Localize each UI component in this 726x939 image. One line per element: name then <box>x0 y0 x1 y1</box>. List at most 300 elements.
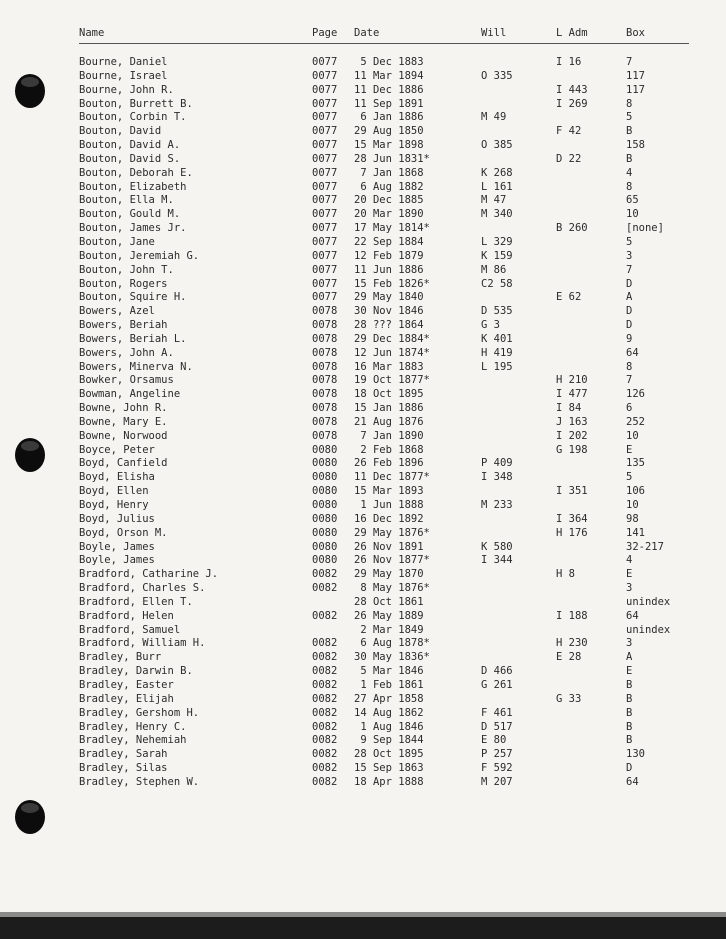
cell-adm: G 198 <box>556 443 588 456</box>
cell-will: D 466 <box>481 665 513 678</box>
cell-adm: J 163 <box>556 415 588 428</box>
cell-date: 28 Oct 1895 <box>354 748 424 761</box>
cell-box: B <box>626 125 633 138</box>
table-row <box>79 139 699 153</box>
cell-page: 0078 <box>312 374 338 387</box>
cell-will: I 344 <box>481 554 513 567</box>
table-row <box>79 554 699 568</box>
cell-name: Bouton, Squire H. <box>79 291 187 304</box>
cell-name: Bourne, John R. <box>79 83 174 96</box>
table-row <box>79 527 699 541</box>
cell-will: P 409 <box>481 457 513 470</box>
cell-date: 17 May 1814* <box>354 222 430 235</box>
cell-date: 11 Sep 1891 <box>354 97 424 110</box>
cell-name: Bradford, Catharine J. <box>79 568 219 581</box>
cell-box: B <box>626 692 633 705</box>
cell-date: 30 May 1836* <box>354 651 430 664</box>
cell-name: Bouton, Corbin T. <box>79 111 187 124</box>
cell-date: 15 Mar 1893 <box>354 485 424 498</box>
cell-page: 0077 <box>312 111 338 124</box>
header-date: Date <box>354 27 380 39</box>
cell-adm: E 62 <box>556 291 582 304</box>
cell-date: 2 Mar 1849 <box>354 623 424 636</box>
cell-name: Bouton, Elizabeth <box>79 180 187 193</box>
table-row <box>79 181 699 195</box>
table-row <box>79 153 699 167</box>
cell-name: Bowker, Orsamus <box>79 374 174 387</box>
table-row <box>79 471 699 485</box>
cell-page: 0080 <box>312 443 338 456</box>
cell-page: 0077 <box>312 277 338 290</box>
table-row <box>79 98 699 112</box>
cell-page: 0082 <box>312 692 338 705</box>
cell-date: 14 Aug 1862 <box>354 706 424 719</box>
cell-date: 15 Feb 1826* <box>354 277 430 290</box>
cell-will: G 261 <box>481 678 513 691</box>
cell-name: Bradford, William H. <box>79 637 206 650</box>
cell-name: Bowers, Azel <box>79 305 155 318</box>
cell-name: Bowers, Beriah L. <box>79 332 187 345</box>
cell-name: Bouton, James Jr. <box>79 222 187 235</box>
cell-name: Bradford, Samuel <box>79 623 181 636</box>
cell-name: Boyd, Orson M. <box>79 526 168 539</box>
cell-date: 11 Jun 1886 <box>354 263 424 276</box>
table-row <box>79 319 699 333</box>
cell-page: 0082 <box>312 720 338 733</box>
table-row <box>79 56 699 70</box>
cell-name: Bowne, John R. <box>79 402 168 415</box>
cell-date: 29 Dec 1884* <box>354 332 430 345</box>
cell-date: 20 Mar 1890 <box>354 208 424 221</box>
cell-date: 22 Sep 1884 <box>354 235 424 248</box>
cell-box: unindex <box>626 623 671 636</box>
header-box: Box <box>626 27 645 39</box>
cell-page: 0077 <box>312 56 338 68</box>
cell-box: 64 <box>626 775 639 788</box>
punch-hole-2 <box>15 438 45 472</box>
cell-name: Boyd, Canfield <box>79 457 168 470</box>
cell-date: 9 Sep 1844 <box>354 734 424 747</box>
cell-box: 126 <box>626 388 645 401</box>
cell-name: Bradley, Henry C. <box>79 720 187 733</box>
cell-name: Bourne, Daniel <box>79 56 168 68</box>
table-row <box>79 624 699 638</box>
cell-date: 5 Mar 1846 <box>354 665 424 678</box>
cell-page: 0078 <box>312 346 338 359</box>
header-adm: L Adm <box>556 27 588 39</box>
cell-box: 7 <box>626 56 633 68</box>
cell-box: E <box>626 443 633 456</box>
cell-name: Bowne, Mary E. <box>79 415 168 428</box>
cell-box: 6 <box>626 402 633 415</box>
table-row <box>79 250 699 264</box>
cell-will: M 207 <box>481 775 513 788</box>
cell-adm: I 364 <box>556 512 588 525</box>
cell-name: Boyd, Ellen <box>79 485 149 498</box>
cell-date: 29 May 1840 <box>354 291 424 304</box>
cell-box: 65 <box>626 194 639 207</box>
cell-date: 29 May 1870 <box>354 568 424 581</box>
table-row <box>79 70 699 84</box>
table-row <box>79 333 699 347</box>
cell-date: 11 Mar 1894 <box>354 69 424 82</box>
cell-will: E 80 <box>481 734 507 747</box>
cell-will: D 517 <box>481 720 513 733</box>
cell-page: 0077 <box>312 180 338 193</box>
cell-date: 29 Aug 1850 <box>354 125 424 138</box>
cell-page: 0082 <box>312 762 338 775</box>
cell-name: Boyd, Henry <box>79 499 149 511</box>
cell-adm: I 269 <box>556 97 588 110</box>
cell-box: 7 <box>626 374 633 387</box>
cell-box: B <box>626 678 633 691</box>
cell-page: 0082 <box>312 706 338 719</box>
cell-will: M 47 <box>481 194 507 207</box>
table-row <box>79 194 699 208</box>
table-row <box>79 278 699 292</box>
cell-page: 0082 <box>312 637 338 650</box>
cell-box: 3 <box>626 637 633 650</box>
cell-box: A <box>626 651 633 664</box>
cell-date: 1 Feb 1861 <box>354 678 424 691</box>
cell-date: 11 Dec 1877* <box>354 471 430 484</box>
cell-box: 3 <box>626 582 633 595</box>
header-rule <box>79 43 689 44</box>
cell-box: 64 <box>626 346 639 359</box>
cell-will: G 3 <box>481 319 500 332</box>
cell-box: 106 <box>626 485 645 498</box>
cell-page: 0077 <box>312 291 338 304</box>
cell-date: 26 May 1889 <box>354 609 424 622</box>
cell-date: 7 Jan 1868 <box>354 166 424 179</box>
cell-name: Bradley, Sarah <box>79 748 168 761</box>
cell-adm: B 260 <box>556 222 588 235</box>
header-name: Name <box>79 27 105 39</box>
cell-will: M 340 <box>481 208 513 221</box>
table-row <box>79 208 699 222</box>
table-row <box>79 748 699 762</box>
cell-page: 0078 <box>312 360 338 373</box>
cell-date: 1 Jun 1888 <box>354 499 424 511</box>
cell-page: 0077 <box>312 97 338 110</box>
cell-name: Bradley, Silas <box>79 762 168 775</box>
cell-name: Bouton, David <box>79 125 162 138</box>
cell-box: B <box>626 720 633 733</box>
cell-page: 0077 <box>312 69 338 82</box>
cell-page: 0077 <box>312 194 338 207</box>
cell-adm: H 210 <box>556 374 588 387</box>
cell-name: Bowman, Angeline <box>79 388 181 401</box>
cell-page: 0082 <box>312 651 338 664</box>
cell-box: 117 <box>626 83 645 96</box>
cell-date: 28 Oct 1861 <box>354 595 424 608</box>
cell-box: E <box>626 568 633 581</box>
cell-name: Bowers, Beriah <box>79 319 168 332</box>
cell-date: 16 Dec 1892 <box>354 512 424 525</box>
cell-box: unindex <box>626 595 671 608</box>
cell-will: K 401 <box>481 332 513 345</box>
cell-page: 0080 <box>312 540 338 553</box>
cell-page: 0080 <box>312 499 338 511</box>
cell-box: 7 <box>626 263 633 276</box>
cell-date: 12 Feb 1879 <box>354 249 424 262</box>
cell-date: 26 Feb 1896 <box>354 457 424 470</box>
cell-name: Bradley, Darwin B. <box>79 665 193 678</box>
cell-page: 0082 <box>312 582 338 595</box>
cell-box: 3 <box>626 249 633 262</box>
cell-box: 4 <box>626 166 633 179</box>
table-row <box>79 430 699 444</box>
table-row <box>79 264 699 278</box>
cell-date: 18 Oct 1895 <box>354 388 424 401</box>
cell-name: Bouton, David S. <box>79 152 181 165</box>
cell-date: 15 Mar 1898 <box>354 139 424 152</box>
cell-page: 0077 <box>312 125 338 138</box>
cell-date: 6 Jan 1886 <box>354 111 424 124</box>
cell-page: 0082 <box>312 775 338 788</box>
cell-name: Bouton, Jeremiah G. <box>79 249 200 262</box>
cell-box: B <box>626 734 633 747</box>
probate-index-table <box>79 24 699 788</box>
cell-name: Bouton, John T. <box>79 263 174 276</box>
cell-name: Bouton, Deborah E. <box>79 166 193 179</box>
table-row <box>79 610 699 624</box>
cell-adm: I 477 <box>556 388 588 401</box>
cell-box: 135 <box>626 457 645 470</box>
cell-box: A <box>626 291 633 304</box>
cell-adm: I 16 <box>556 56 582 68</box>
table-row <box>79 665 699 679</box>
cell-box: 64 <box>626 609 639 622</box>
cell-box: 9 <box>626 332 633 345</box>
cell-date: 11 Dec 1886 <box>354 83 424 96</box>
cell-box: 10 <box>626 499 639 511</box>
cell-date: 6 Aug 1882 <box>354 180 424 193</box>
cell-will: K 580 <box>481 540 513 553</box>
cell-page: 0082 <box>312 748 338 761</box>
cell-box: [none] <box>626 222 664 235</box>
scanner-bottom-edge <box>0 912 726 939</box>
cell-name: Bradley, Elijah <box>79 692 174 705</box>
header-will: Will <box>481 27 507 39</box>
cell-box: 5 <box>626 235 633 248</box>
cell-name: Boyce, Peter <box>79 443 155 456</box>
table-row <box>79 541 699 555</box>
table-row <box>79 374 699 388</box>
cell-page: 0078 <box>312 319 338 332</box>
cell-date: 8 May 1876* <box>354 582 430 595</box>
table-row <box>79 637 699 651</box>
cell-box: 117 <box>626 69 645 82</box>
cell-page: 0077 <box>312 166 338 179</box>
cell-page: 0077 <box>312 83 338 96</box>
cell-page: 0078 <box>312 415 338 428</box>
cell-will: F 461 <box>481 706 513 719</box>
cell-will: L 329 <box>481 235 513 248</box>
punch-hole-3 <box>15 800 45 834</box>
cell-adm: H 176 <box>556 526 588 539</box>
cell-box: D <box>626 319 633 332</box>
cell-name: Boyd, Elisha <box>79 471 155 484</box>
cell-name: Bouton, Burrett B. <box>79 97 193 110</box>
cell-page: 0078 <box>312 402 338 415</box>
cell-name: Bradford, Ellen T. <box>79 595 193 608</box>
cell-box: D <box>626 762 633 775</box>
table-row <box>79 84 699 98</box>
cell-page: 0078 <box>312 332 338 345</box>
cell-box: 10 <box>626 208 639 221</box>
cell-box: B <box>626 706 633 719</box>
cell-date: 19 Oct 1877* <box>354 374 430 387</box>
cell-box: 5 <box>626 111 633 124</box>
cell-name: Boyle, James <box>79 554 155 567</box>
cell-box: 32-217 <box>626 540 664 553</box>
cell-will: M 86 <box>481 263 507 276</box>
cell-adm: G 33 <box>556 692 582 705</box>
cell-page: 0078 <box>312 429 338 442</box>
table-row <box>79 125 699 139</box>
table-row <box>79 693 699 707</box>
cell-name: Bouton, Gould M. <box>79 208 181 221</box>
cell-box: 8 <box>626 180 633 193</box>
cell-page: 0077 <box>312 263 338 276</box>
cell-will: M 49 <box>481 111 507 124</box>
table-row <box>79 444 699 458</box>
cell-name: Bradley, Stephen W. <box>79 775 200 788</box>
cell-page: 0082 <box>312 678 338 691</box>
cell-box: 141 <box>626 526 645 539</box>
cell-adm: H 230 <box>556 637 588 650</box>
cell-page: 0080 <box>312 512 338 525</box>
cell-box: D <box>626 305 633 318</box>
cell-page: 0077 <box>312 152 338 165</box>
cell-adm: I 202 <box>556 429 588 442</box>
cell-date: 21 Aug 1876 <box>354 415 424 428</box>
cell-date: 26 Nov 1891 <box>354 540 424 553</box>
cell-adm: I 188 <box>556 609 588 622</box>
cell-adm: D 22 <box>556 152 582 165</box>
table-row <box>79 568 699 582</box>
table-row <box>79 499 699 513</box>
cell-page: 0080 <box>312 471 338 484</box>
cell-date: 27 Apr 1858 <box>354 692 424 705</box>
cell-box: 252 <box>626 415 645 428</box>
table-body <box>79 56 699 790</box>
cell-will: C2 58 <box>481 277 513 290</box>
cell-name: Bradley, Burr <box>79 651 162 664</box>
cell-box: 5 <box>626 471 633 484</box>
cell-date: 6 Aug 1878* <box>354 637 430 650</box>
cell-will: F 592 <box>481 762 513 775</box>
header-page: Page <box>312 27 338 39</box>
cell-adm: I 443 <box>556 83 588 96</box>
table-row <box>79 721 699 735</box>
cell-name: Bowers, Minerva N. <box>79 360 193 373</box>
cell-box: 8 <box>626 97 633 110</box>
cell-name: Bowers, John A. <box>79 346 174 359</box>
cell-date: 30 Nov 1846 <box>354 305 424 318</box>
table-row <box>79 513 699 527</box>
cell-date: 28 ??? 1864 <box>354 319 424 332</box>
table-row <box>79 291 699 305</box>
cell-name: Bradford, Charles S. <box>79 582 206 595</box>
cell-box: 98 <box>626 512 639 525</box>
cell-page: 0077 <box>312 249 338 262</box>
cell-date: 5 Dec 1883 <box>354 56 424 68</box>
cell-name: Bradley, Nehemiah <box>79 734 187 747</box>
cell-box: 8 <box>626 360 633 373</box>
cell-adm: H 8 <box>556 568 575 581</box>
cell-box: 10 <box>626 429 639 442</box>
cell-name: Boyd, Julius <box>79 512 155 525</box>
cell-adm: I 351 <box>556 485 588 498</box>
cell-will: L 161 <box>481 180 513 193</box>
cell-name: Bradford, Helen <box>79 609 174 622</box>
cell-date: 15 Sep 1863 <box>354 762 424 775</box>
cell-name: Bradley, Easter <box>79 678 174 691</box>
cell-name: Bourne, Israel <box>79 69 168 82</box>
cell-name: Bowne, Norwood <box>79 429 168 442</box>
cell-page: 0077 <box>312 208 338 221</box>
cell-date: 28 Jun 1831* <box>354 152 430 165</box>
table-row <box>79 762 699 776</box>
cell-box: D <box>626 277 633 290</box>
cell-date: 12 Jun 1874* <box>354 346 430 359</box>
cell-will: O 385 <box>481 139 513 152</box>
cell-adm: F 42 <box>556 125 582 138</box>
cell-will: H 419 <box>481 346 513 359</box>
cell-name: Bouton, Rogers <box>79 277 168 290</box>
table-row <box>79 402 699 416</box>
table-row <box>79 457 699 471</box>
table-header <box>79 24 699 42</box>
cell-box: B <box>626 152 633 165</box>
table-row <box>79 734 699 748</box>
cell-will: O 335 <box>481 69 513 82</box>
cell-page: 0077 <box>312 139 338 152</box>
table-row <box>79 776 699 790</box>
cell-page: 0078 <box>312 388 338 401</box>
cell-adm: I 84 <box>556 402 582 415</box>
cell-date: 1 Aug 1846 <box>354 720 424 733</box>
cell-adm: E 28 <box>556 651 582 664</box>
cell-name: Boyle, James <box>79 540 155 553</box>
cell-page: 0082 <box>312 665 338 678</box>
cell-page: 0077 <box>312 222 338 235</box>
cell-date: 18 Apr 1888 <box>354 775 424 788</box>
cell-box: 130 <box>626 748 645 761</box>
cell-date: 26 Nov 1877* <box>354 554 430 567</box>
table-row <box>79 236 699 250</box>
table-row <box>79 582 699 596</box>
cell-page: 0082 <box>312 609 338 622</box>
table-row <box>79 485 699 499</box>
cell-date: 15 Jan 1886 <box>354 402 424 415</box>
cell-box: 158 <box>626 139 645 152</box>
cell-date: 7 Jan 1890 <box>354 429 424 442</box>
table-row <box>79 347 699 361</box>
cell-will: M 233 <box>481 499 513 511</box>
table-row <box>79 679 699 693</box>
punch-hole-1 <box>15 74 45 108</box>
cell-page: 0078 <box>312 305 338 318</box>
cell-name: Bouton, Ella M. <box>79 194 174 207</box>
cell-page: 0082 <box>312 734 338 747</box>
cell-page: 0080 <box>312 554 338 567</box>
table-row <box>79 651 699 665</box>
scanner-edge-highlight <box>0 912 726 917</box>
table-row <box>79 167 699 181</box>
